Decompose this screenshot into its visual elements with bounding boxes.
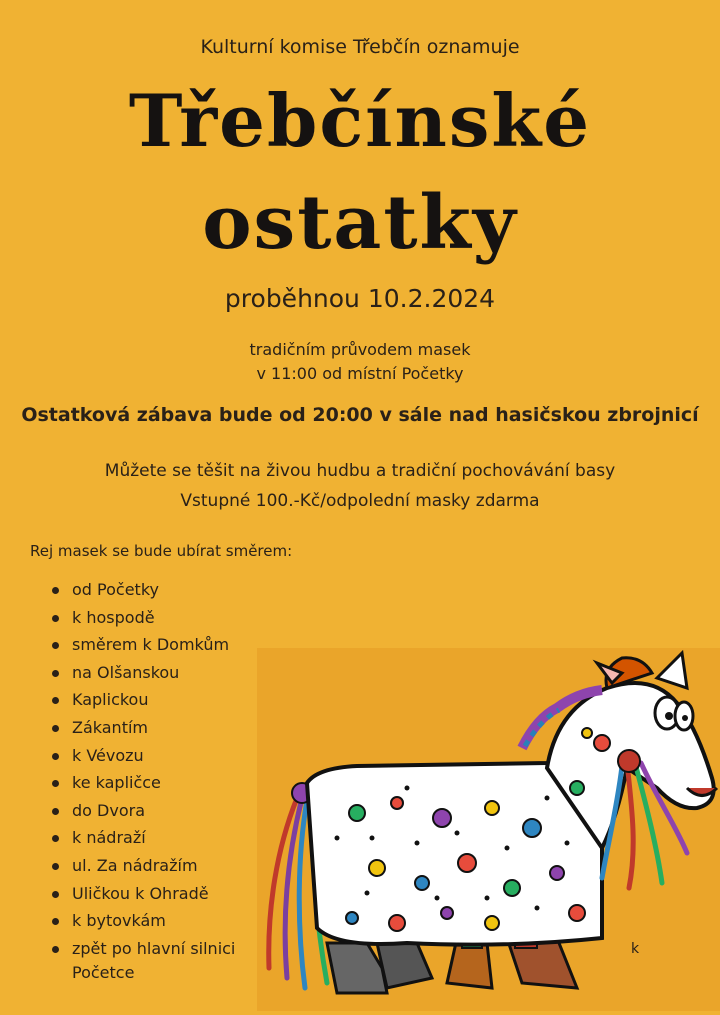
bullet-icon <box>52 863 59 870</box>
bullet-icon <box>52 615 59 622</box>
bullet-icon <box>52 587 59 594</box>
poster-title-line1: Třebčínské <box>128 78 592 163</box>
route-item: ke kapličce <box>52 771 235 799</box>
route-item: Uličkou k Ohradě <box>52 882 235 910</box>
bullet-icon <box>52 697 59 704</box>
bullet-icon <box>52 918 59 925</box>
music-info: Můžete se těšit na živou hudbu a tradiční pochovávání basy <box>104 461 616 481</box>
bullet-icon <box>52 780 59 787</box>
announcement-line: Kulturní komise Třebčín oznamuje <box>200 36 520 58</box>
bullet-icon <box>52 670 59 677</box>
route-item: k bytovkám <box>52 909 235 937</box>
poster-title-line2: ostatky <box>202 180 518 266</box>
procession-line2: v 11:00 od místní Početky <box>256 364 464 383</box>
bullet-icon <box>52 753 59 760</box>
bullet-icon <box>52 891 59 898</box>
route-item: k nádraží <box>52 826 235 854</box>
route-item: Kaplickou <box>52 688 235 716</box>
route-item: ul. Za nádražím <box>52 854 235 882</box>
route-item: na Olšanskou <box>52 661 235 689</box>
carnival-horse-icon <box>257 648 720 1011</box>
route-item-continuation: Početce <box>72 963 135 982</box>
bullet-icon <box>52 642 59 649</box>
party-announcement: Ostatková zábava bude od 20:00 v sále nad hasičskou zbrojnicí <box>21 404 699 426</box>
illustration-mark: k <box>631 941 640 957</box>
route-item: směrem k Domkům <box>52 633 235 661</box>
route-item: k hospodě <box>52 606 235 634</box>
route-item: do Dvora <box>52 799 235 827</box>
route-item: k Vévozu <box>52 744 235 772</box>
illustration-panel <box>257 648 720 1011</box>
entry-fee: Vstupné 100.-Kč/odpolední masky zdarma <box>180 491 540 511</box>
route-item: Zákantím <box>52 716 235 744</box>
bullet-icon <box>52 808 59 815</box>
bullet-icon <box>52 946 59 953</box>
event-date: proběhnou 10.2.2024 <box>224 284 496 313</box>
route-list <box>52 578 235 964</box>
procession-line1: tradičním průvodem masek <box>249 340 471 359</box>
route-heading: Rej masek se bude ubírat směrem: <box>30 542 293 560</box>
bullet-icon <box>52 725 59 732</box>
route-item: od Početky <box>52 578 235 606</box>
bullet-icon <box>52 835 59 842</box>
route-item: zpět po hlavní silnici <box>52 937 235 965</box>
